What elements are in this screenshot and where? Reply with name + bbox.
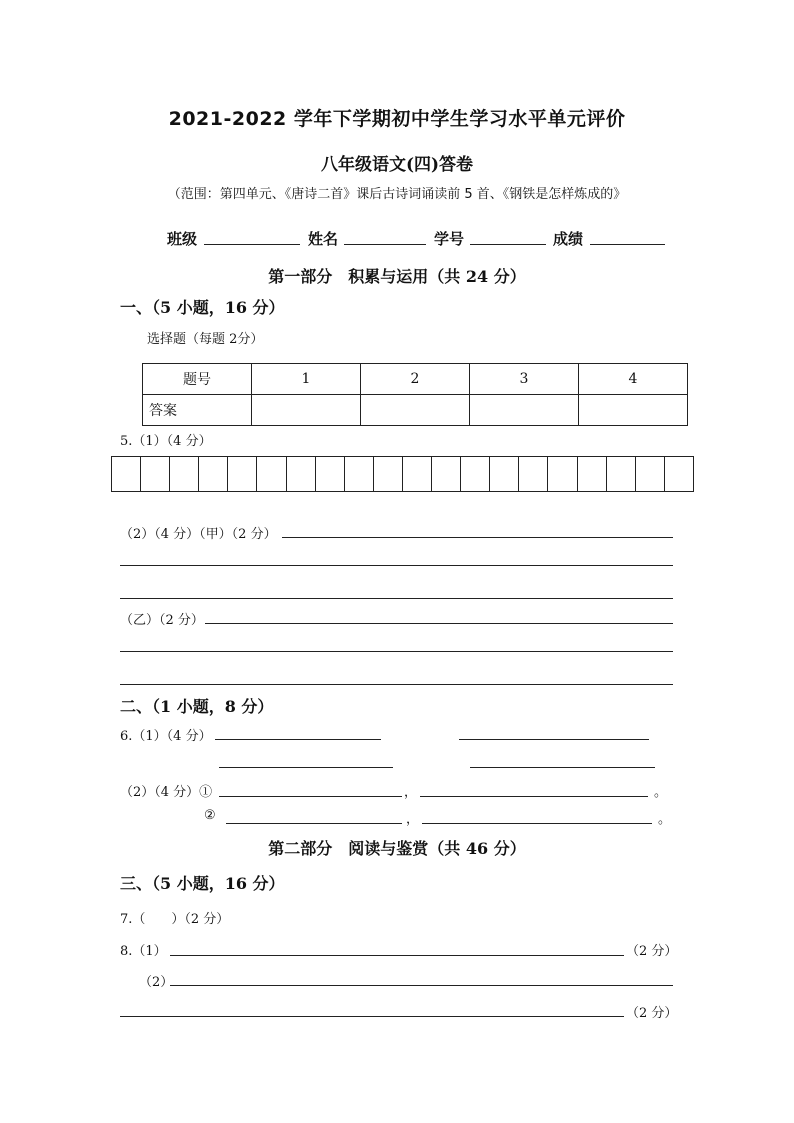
q7-label: 7.（ ）（2 分）	[120, 912, 230, 927]
points-label: （2 分）	[626, 1006, 678, 1021]
comma: ，	[404, 785, 418, 800]
question-number: 2	[361, 364, 470, 395]
answer-line[interactable]	[120, 1016, 624, 1017]
q8-2-label: （2）	[139, 975, 174, 990]
q5-1-label: 5.（1）（4 分）	[120, 434, 212, 449]
score-label: 成绩	[553, 230, 584, 248]
answer-line[interactable]	[120, 598, 673, 599]
student-id-blank[interactable]	[470, 244, 546, 245]
answer-line[interactable]	[205, 623, 673, 624]
grid-cell[interactable]	[519, 457, 548, 491]
class-blank[interactable]	[204, 244, 300, 245]
answer-cell[interactable]	[470, 395, 579, 426]
grid-cell[interactable]	[199, 457, 228, 491]
points-label: （2 分）	[626, 944, 678, 959]
answer-table	[142, 363, 688, 426]
q5-2b-label: （乙）（2 分）	[120, 613, 204, 628]
name-label: 姓名	[308, 230, 339, 248]
section3-title: 三、（5 小题，16 分）	[120, 874, 285, 893]
answer-cell[interactable]	[579, 395, 688, 426]
grid-cell[interactable]	[665, 457, 693, 491]
grid-cell[interactable]	[374, 457, 403, 491]
answer-line[interactable]	[459, 739, 649, 740]
period: 。	[658, 812, 672, 827]
circle-2-label: ②	[204, 808, 216, 823]
answer-line[interactable]	[170, 955, 624, 956]
answer-line[interactable]	[120, 565, 673, 566]
answer-line[interactable]	[282, 537, 673, 538]
answer-label: 答案	[143, 395, 252, 426]
grid-cell[interactable]	[257, 457, 286, 491]
part2-title: 第二部分 阅读与鉴赏（共 46 分）	[268, 839, 526, 858]
grid-cell[interactable]	[607, 457, 636, 491]
grid-cell[interactable]	[228, 457, 257, 491]
grid-cell[interactable]	[636, 457, 665, 491]
question-number: 3	[470, 364, 579, 395]
answer-cell[interactable]	[361, 395, 470, 426]
answer-line[interactable]	[470, 767, 655, 768]
answer-cell[interactable]	[252, 395, 361, 426]
q8-1-label: 8.（1）	[120, 944, 167, 959]
answer-line[interactable]	[226, 823, 402, 824]
part1-title: 第一部分 积累与运用（共 24 分）	[268, 267, 526, 286]
grid-cell[interactable]	[345, 457, 374, 491]
scope-note: （范围：第四单元、《唐诗二首》课后古诗词诵读前 5 首、《钢铁是怎样炼成的》	[167, 187, 627, 202]
grid-cell[interactable]	[141, 457, 170, 491]
answer-line[interactable]	[120, 684, 673, 685]
answer-line[interactable]	[219, 796, 402, 797]
grid-cell[interactable]	[403, 457, 432, 491]
mc-note: 选择题（每题 2分）	[147, 332, 264, 347]
table-header-label: 题号	[143, 364, 252, 395]
answer-line[interactable]	[420, 796, 648, 797]
name-blank[interactable]	[344, 244, 426, 245]
answer-line[interactable]	[422, 823, 652, 824]
period: 。	[654, 785, 668, 800]
grid-cell[interactable]	[548, 457, 577, 491]
page-title: 2021-2022 学年下学期初中学生学习水平单元评价	[168, 108, 626, 130]
grid-cell[interactable]	[112, 457, 141, 491]
section1-title: 一、（5 小题，16 分）	[120, 298, 285, 317]
grid-cell[interactable]	[316, 457, 345, 491]
grid-cell[interactable]	[287, 457, 316, 491]
question-number: 4	[579, 364, 688, 395]
q5-2-label: （2）（4 分）（甲）（2 分）	[120, 527, 277, 542]
question-number: 1	[252, 364, 361, 395]
grid-cell[interactable]	[432, 457, 461, 491]
answer-line[interactable]	[170, 985, 673, 986]
q6-2-label: （2）（4 分）①	[120, 785, 213, 800]
student-id-label: 学号	[434, 230, 465, 248]
grid-cell[interactable]	[578, 457, 607, 491]
page-subtitle: 八年级语文(四)答卷	[320, 155, 474, 175]
answer-line[interactable]	[219, 767, 393, 768]
answer-line[interactable]	[120, 651, 673, 652]
comma: ，	[406, 812, 420, 827]
answer-line[interactable]	[215, 739, 381, 740]
class-label: 班级	[167, 230, 198, 248]
grid-cell[interactable]	[170, 457, 199, 491]
grid-cell[interactable]	[490, 457, 519, 491]
table-row	[143, 395, 688, 426]
table-row	[143, 364, 688, 395]
q6-1-label: 6.（1）（4 分）	[120, 729, 212, 744]
character-grid	[111, 456, 694, 492]
score-blank[interactable]	[590, 244, 665, 245]
section2-title: 二、（1 小题，8 分）	[120, 697, 274, 716]
grid-cell[interactable]	[461, 457, 490, 491]
